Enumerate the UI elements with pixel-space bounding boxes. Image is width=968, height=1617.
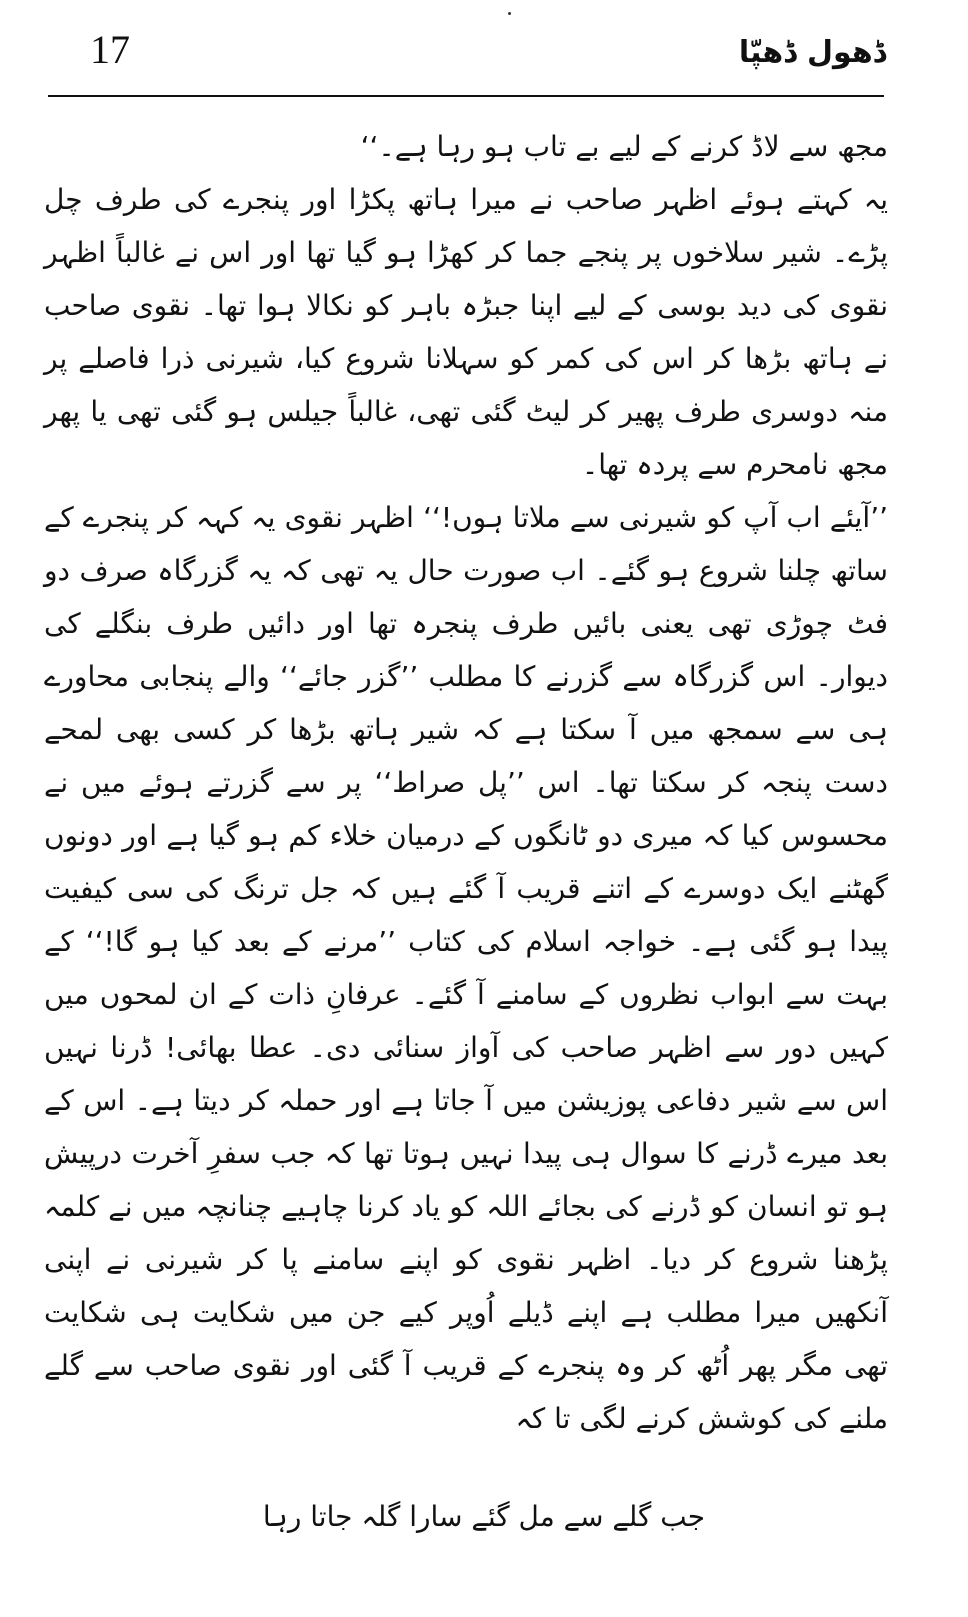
header-rule xyxy=(48,95,884,97)
verse-line: جب گلے سے مل گئے سارا گلہ جاتا رہا xyxy=(262,1500,706,1533)
paragraph: یہ کہتے ہوئے اظہر صاحب نے میرا ہاتھ پکڑا اور پنجرے کی طرف چل پڑے۔ شیر سلاخوں پر پنجے جما کر کھڑا ہو گیا تھا اور اس نے غالباً اظہر نقوی کی دید بوسی کے لیے اپنا جبڑہ باہر کو نکالا ہوا تھا۔ نقوی صاحب نے ہاتھ بڑھا کر اس کی کمر کو سہلانا شروع کیا، شیرنی ذرا فاصلے پر منہ دوسری طرف پھیر کر لیٹ گئی تھی، غالباً جیلس ہو گئی تھی یا پھر مجھ نامحرم سے پردہ تھا۔ xyxy=(44,183,888,481)
page-number: 17 xyxy=(90,27,130,72)
paragraph: مجھ سے لاڈ کرنے کے لیے بے تاب ہو رہا ہے۔‘‘ xyxy=(360,130,888,163)
running-title: ڈھول ڈھپّا xyxy=(738,35,886,70)
body-text xyxy=(44,120,888,1445)
ink-speck xyxy=(508,12,511,15)
paragraph: ’’آیئے اب آپ کو شیرنی سے ملاتا ہوں!‘‘ اظہر نقوی یہ کہہ کر پنجرے کے ساتھ چلنا شروع ہو گئے۔ اب صورت حال یہ تھی کہ یہ گزرگاہ صرف دو فٹ چوڑی تھی یعنی بائیں طرف پنجرہ تھا اور دائیں طرف بنگلے کی دیوار۔ اس گزرگاہ سے گزرنے کا مطلب ’’گزر جائے‘‘ والے پنجابی محاورے ہی سے سمجھ میں آ سکتا ہے کہ شیر ہاتھ بڑھا کر کسی بھی لمحے دست پنجہ کر سکتا تھا۔ اس ’’پل صراط‘‘ پر سے گزرتے ہوئے میں نے محسوس کیا کہ میری دو ٹانگوں کے درمیان خلاء کم ہو گیا ہے اور دونوں گھٹنے ایک دوسرے کے اتنے قریب آ گئے ہیں کہ جل ترنگ کی سی کیفیت پیدا ہو گئی ہے۔ خواجہ اسلام کی کتاب ’’مرنے کے بعد کیا ہو گا!‘‘ کے بہت سے ابواب نظروں کے سامنے آ گئے۔ عرفانِ ذات کے ان لمحوں میں کہیں دور سے اظہر صاحب کی آواز سنائی دی۔ عطا بھائی! ڈرنا نہیں اس سے شیر دفاعی پوزیشن میں آ جاتا ہے اور حملہ کر دیتا ہے۔ اس کے بعد میرے ڈرنے کا سوال ہی پیدا نہیں ہوتا تھا کہ جب سفرِ آخرت درپیش ہو تو انسان کو ڈرنے کی بجائے اللہ کو یاد کرنا چاہیے چنانچہ میں نے کلمہ پڑھنا شروع کر دیا۔ اظہر نقوی کو اپنے سامنے پا کر شیرنی نے اپنی آنکھیں میرا مطلب ہے اپنے ڈیلے اُوپر کیے جن میں شکایت ہی شکایت تھی مگر پھر اُٹھ کر وہ پنجرے کے قریب آ گئی اور نقوی صاحب سے گلے ملنے کی کوشش کرنے لگی تا کہ xyxy=(44,501,888,1435)
